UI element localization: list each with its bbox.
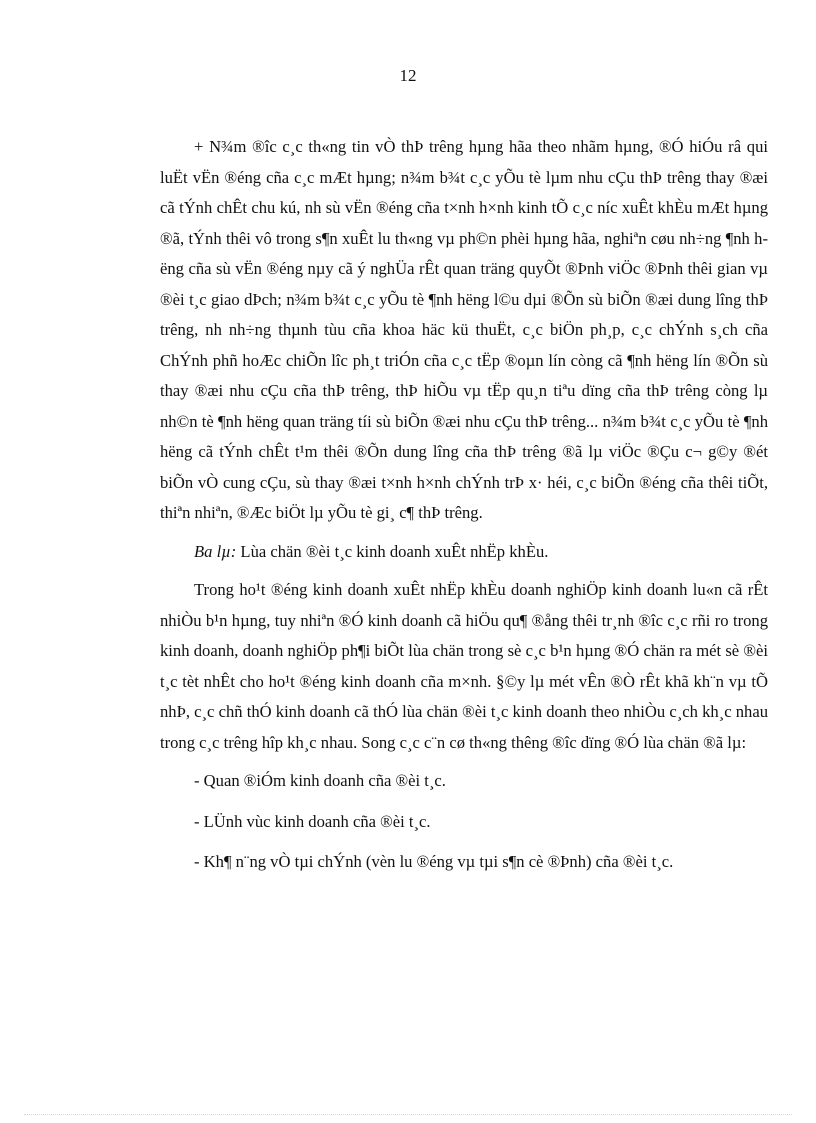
list-item: - Quan ®iÓm kinh doanh cña ®èi t¸c.: [194, 771, 446, 790]
list-item: - Kh¶ n¨ng vÒ tµi chÝnh (vèn lu ®éng vµ tµi s¶n cè ®Þnh) cña ®èi t¸c.: [194, 852, 674, 871]
body-paragraph: Trong ho¹t ®éng kinh doanh xuÊt nhËp khÈu doanh nghiÖp kinh doanh lu«n cã rÊt nhiÒu b¹n hµng, tuy nhiªn ®Ó kinh doanh cã hiÖu qu¶ ®ång thêi tr¸nh ®îc c¸c rñi ro trong kinh doanh, doanh nghiÖp ph¶i biÕt lùa chän trong sè c¸c b¹n hµng ®Ó chän ra mét sè ®èi t¸c tèt nhÊt cho ho¹t ®éng kinh doanh cña m×nh. §©y lµ mét vÊn ®Ò rÊt khã kh¨n vµ tÕ nhÞ, c¸c chñ thÓ kinh doanh cã thÓ lùa chän ®èi t¸c kinh doanh theo nhiÒu c¸ch kh¸c nhau trong c¸c trêng hîp kh¸c nhau. Song c¸c c¨n cø th«ng thêng ®îc dïng ®Ó lùa chän ®ã lµ:: [160, 580, 768, 752]
list-item: - LÜnh vùc kinh doanh cña ®èi t¸c.: [194, 811, 431, 831]
page-bottom-divider: [24, 1114, 792, 1115]
page-number: 12: [399, 66, 417, 85]
body-paragraph: + N¾m ®îc c¸c th«ng tin vÒ thÞ trêng hµng hãa theo nhãm hµng, ®Ó hiÓu râ qui luËt vËn ®éng cña c¸c mÆt hµng; n¾m b¾t c¸c yÕu tè lµm nhu cÇu thÞ trêng thay ®æi cã tÝnh chÊt chu kú, nh sù vËn ®éng cña t×nh h×nh kinh tÕ c¸c níc xuÊt khÈu mÆt hµng ®ã, tÝnh thêi vô trong s¶n xuÊt lu th«ng vµ ph©n phèi hµng hãa, nghiªn cøu nh÷ng ¶nh hëng cña sù vËn ®éng nµy cã ý nghÜa rÊt quan träng quyÕt ®Þnh viÖc ®Þnh thêi gian vµ ®èi t¸c giao dÞch; n¾m b¾t c¸c yÕu tè ¶nh hëng l©u dµi ®Õn sù biÕn ®æi dung lîng thÞ trêng, nh nh÷ng thµnh tùu cña khoa häc kü thuËt, c¸c biÖn ph¸p, c¸c chÝnh s¸ch cña ChÝnh phñ hoÆc chiÕn lîc ph¸t triÓn cña c¸c tËp ®oµn lín còng cã ¶nh hëng lín ®Õn sù thay ®æi nhu cÇu cña thÞ trêng, thÞ hiÕu vµ tËp qu¸n tiªu dïng cña thÞ trêng còng lµ nh©n tè ¶nh hëng quan träng tíi sù biÕn ®æi nhu cÇu thÞ trêng... n¾m b¾t c¸c yÕu tè ¶nh hëng cã tÝnh chÊt t¹m thêi ®Õn dung lîng cña thÞ trêng ®ã lµ viÖc ®Çu c¬ g©y ®ét biÕn vÒ cung cÇu, sù thay ®æi t×nh h×nh chÝnh trÞ x· héi, c¸c biÕn ®éng cña thêi tiÕt, thiªn nhiªn, ®Æc biÖt lµ yÕu tè gi¸ c¶ thÞ trêng.: [160, 137, 768, 522]
document-body: [160, 132, 768, 878]
section-label: Ba lµ:: [194, 541, 237, 561]
section-heading: [160, 537, 768, 568]
section-title: Lùa chän ®èi t¸c kinh doanh xuÊt nhËp khÈu.: [236, 541, 549, 561]
